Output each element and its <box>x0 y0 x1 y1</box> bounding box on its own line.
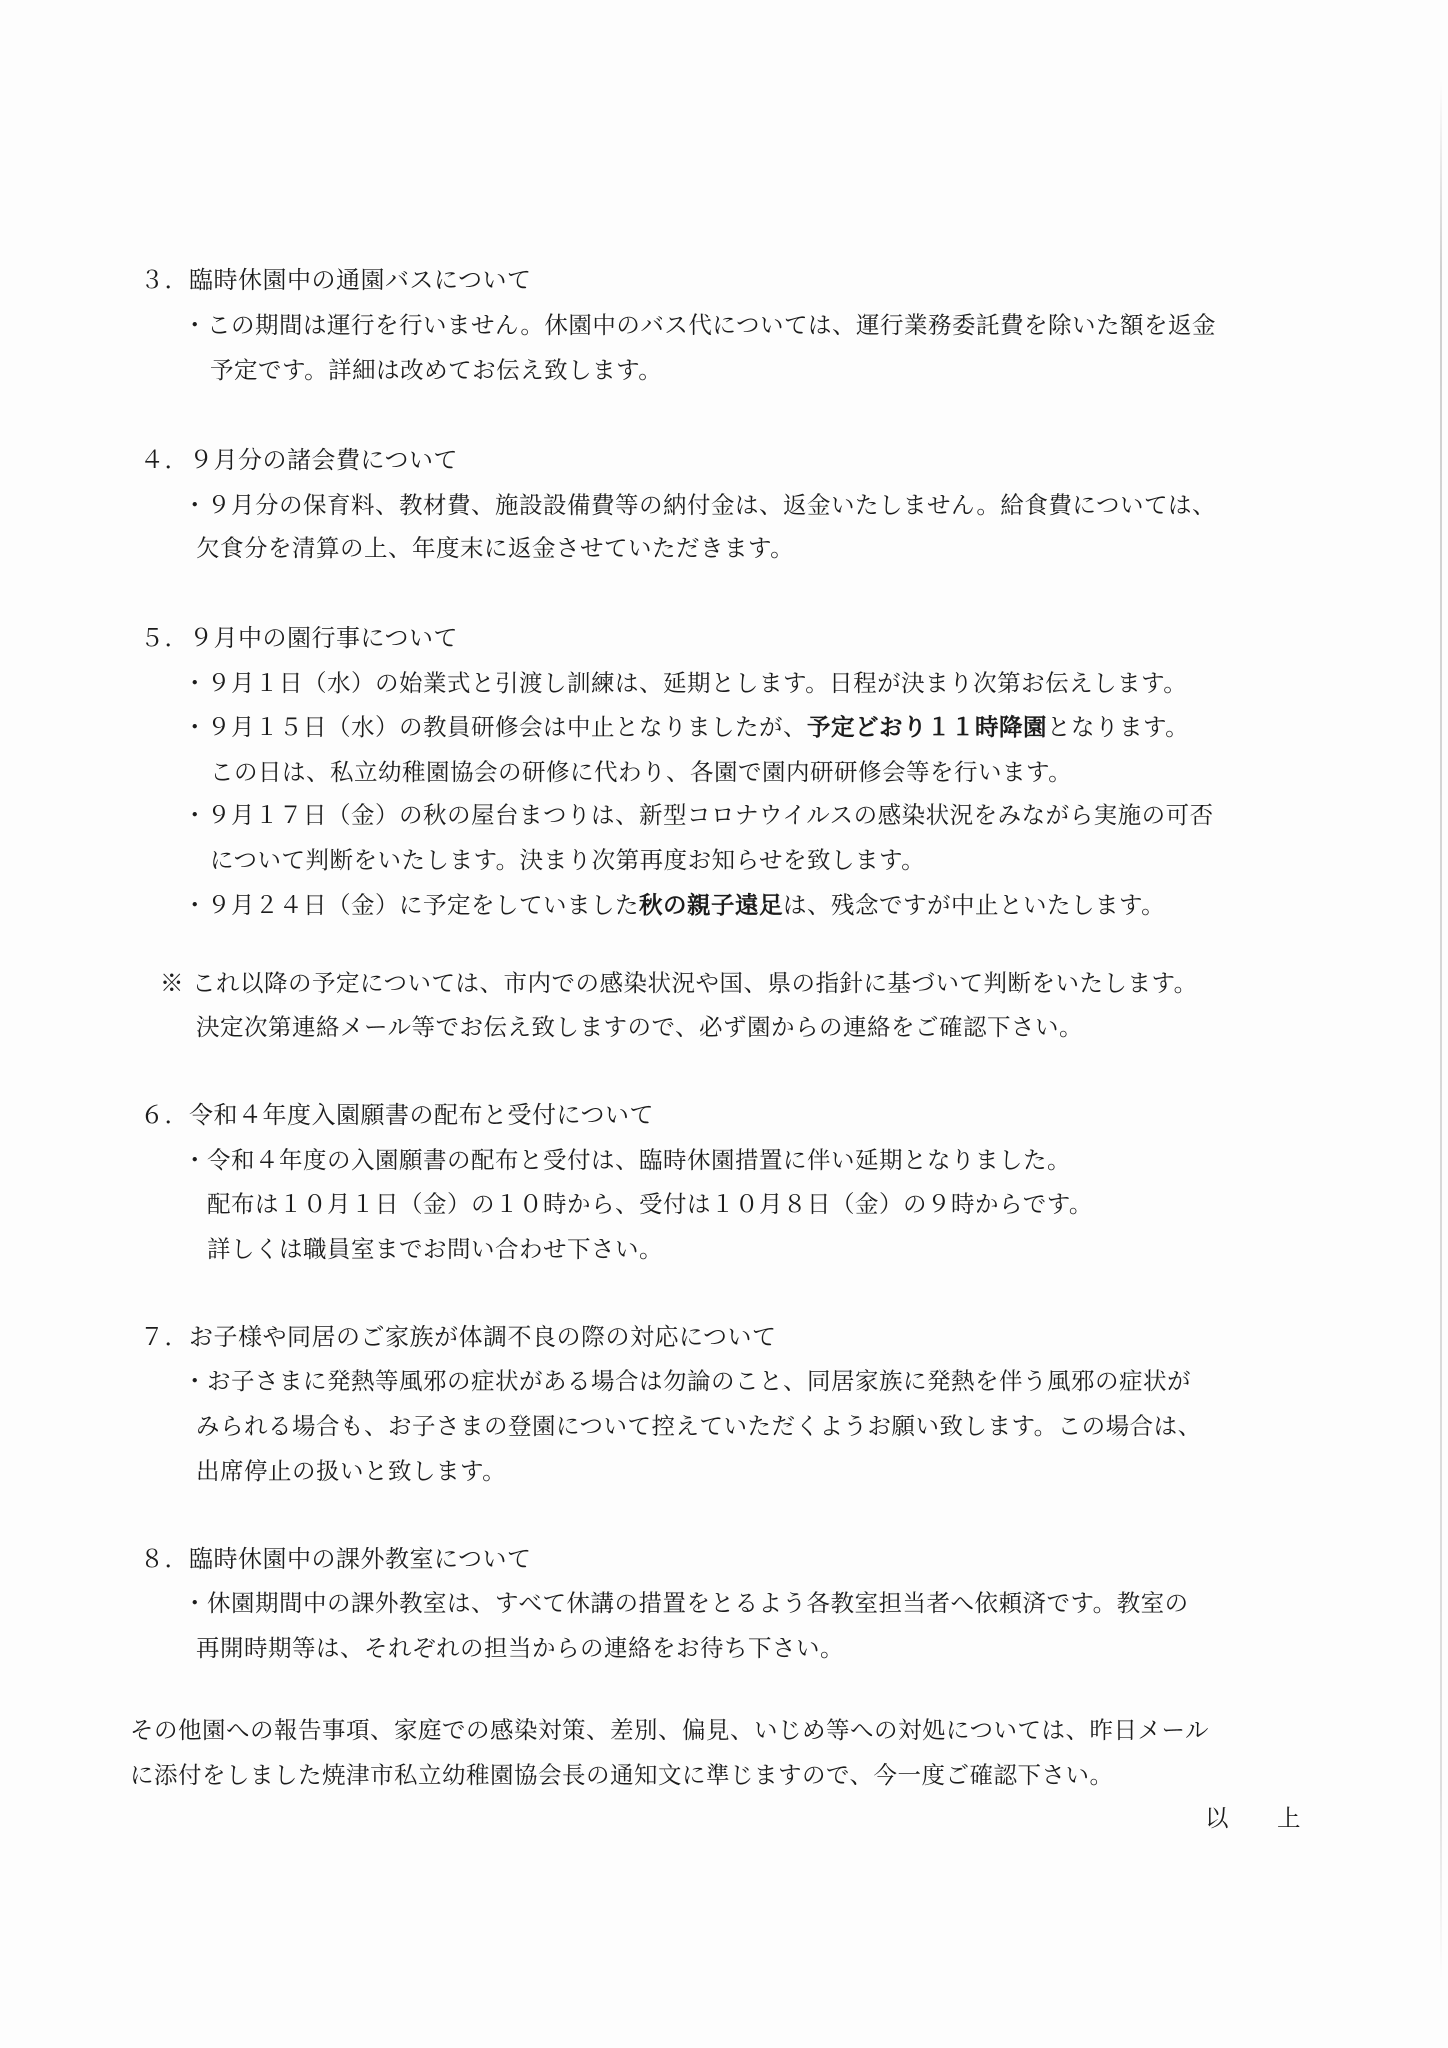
note-line-1: ※ これ以降の予定については、市内での感染状況や国、県の指針に基づいて判断をいたします。 <box>160 969 1198 997</box>
section-4-heading: ４．９月分の諸会費について <box>140 446 459 474</box>
closing-line-1: その他園への報告事項、家庭での感染対策、差別、偏見、いじめ等への対処については、昨日メール <box>130 1716 1210 1744</box>
section-7-heading: ７．お子様や同居のご家族が体調不良の際の対応について <box>140 1323 777 1351</box>
section-5-line-2-text-a: ・９月１５日（水）の教員研修会は中止となりましたが、 <box>183 713 807 741</box>
scan-edge <box>1440 80 1442 1980</box>
section-4-line-1: ・９月分の保育料、教材費、施設設備費等の納付金は、返金いたしません。給食費については、 <box>183 491 1216 519</box>
section-8-line-2: 再開時期等は、それぞれの担当からの連絡をお待ち下さい。 <box>196 1634 844 1662</box>
section-3-line-1: ・この期間は運行を行いません。休園中のバス代については、運行業務委託費を除いた額を返金 <box>183 311 1216 339</box>
section-4-line-2: 欠食分を清算の上、年度末に返金させていただきます。 <box>196 534 795 562</box>
section-3-heading: ３．臨時休園中の通園バスについて <box>140 266 532 294</box>
section-8-line-1: ・休園期間中の課外教室は、すべて休講の措置をとるよう各教室担当者へ依頼済です。教室の <box>183 1589 1189 1617</box>
excursion-emphasis: 秋の親子遠足 <box>639 891 783 919</box>
section-5-line-6-text-b: は、残念ですが中止といたします。 <box>783 891 1166 919</box>
section-6-line-1: ・令和４年度の入園願書の配布と受付は、臨時休園措置に伴い延期となりました。 <box>183 1146 1071 1174</box>
section-5-heading: ５．９月中の園行事について <box>140 624 459 652</box>
early-dismissal-emphasis: 予定どおり１１時降園 <box>807 713 1047 741</box>
section-6-line-3: 詳しくは職員室までお問い合わせ下さい。 <box>207 1235 663 1263</box>
end-mark: 以 上 <box>1205 1804 1301 1832</box>
section-5-line-5: について判断をいたします。決まり次第再度お知らせを致します。 <box>210 846 926 874</box>
section-5-line-1: ・９月１日（水）の始業式と引渡し訓練は、延期とします。日程が決まり次第お伝えします。 <box>183 669 1188 697</box>
section-5-line-2 <box>183 712 1189 742</box>
section-7-line-3: 出席停止の扱いと致します。 <box>196 1457 507 1485</box>
closing-line-2: に添付をしました焼津市私立幼稚園協会長の通知文に準じますので、今一度ご確認下さい。 <box>130 1761 1114 1789</box>
note-line-2: 決定次第連絡メール等でお伝え致しますので、必ず園からの連絡をご確認下さい。 <box>196 1013 1084 1041</box>
section-5-line-2-text-b: となります。 <box>1047 713 1190 741</box>
section-6-heading: ６．令和４年度入園願書の配布と受付について <box>140 1101 655 1129</box>
section-8-heading: ８．臨時休園中の課外教室について <box>140 1545 532 1573</box>
section-7-line-1: ・お子さまに発熱等風邪の症状がある場合は勿論のこと、同居家族に発熱を伴う風邪の症状が <box>183 1367 1191 1395</box>
section-3-line-2: 予定です。詳細は改めてお伝え致します。 <box>210 356 663 384</box>
section-5-line-6 <box>183 890 1165 920</box>
section-6-line-2: 配布は１０月１日（金）の１０時から、受付は１０月８日（金）の９時からです。 <box>207 1190 1093 1218</box>
section-5-line-4: ・９月１７日（金）の秋の屋台まつりは、新型コロナウイルスの感染状況をみながら実施の可否 <box>183 801 1214 829</box>
section-5-line-6-text-a: ・９月２４日（金）に予定をしていました <box>183 891 639 919</box>
section-5-line-3: この日は、私立幼稚園協会の研修に代わり、各園で園内研研修会等を行います。 <box>210 758 1073 786</box>
section-7-line-2: みられる場合も、お子さまの登園について控えていただくようお願い致します。この場合は、 <box>196 1412 1202 1440</box>
